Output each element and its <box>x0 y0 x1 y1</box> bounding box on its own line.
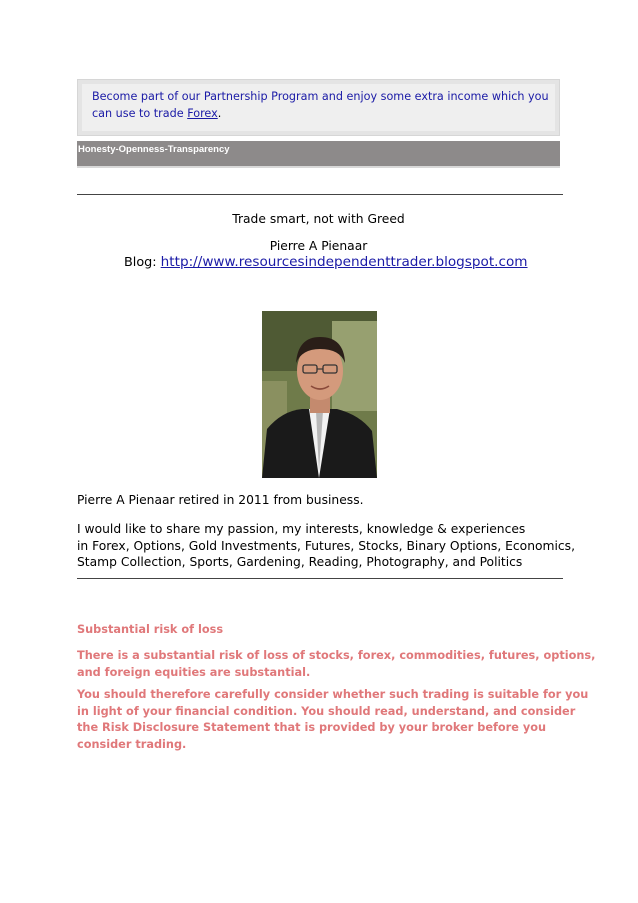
risk-heading: Substantial risk of loss <box>77 623 224 636</box>
risk-line: and foreign equities are substantial. <box>77 665 311 679</box>
blog-link[interactable]: http://www.resourcesindependenttrader.blogspot.com <box>160 254 528 270</box>
author-portrait-image <box>262 311 377 478</box>
promo-text <box>92 88 552 122</box>
author-photo <box>262 311 377 478</box>
promo-text-before: Become part of our Partnership Program and enjoy some extra income which you can use to trade <box>92 90 549 120</box>
risk-line: in light of your financial condition. You should read, understand, and consider <box>77 704 576 718</box>
risk-line: the Risk Disclosure Statement that is provided by your broker before you <box>77 721 547 734</box>
divider-bottom <box>77 578 563 579</box>
motto-banner <box>77 141 560 168</box>
bio-line: in Forex, Options, Gold Investments, Futures, Stocks, Binary Options, Economics, <box>77 538 575 553</box>
risk-line: consider trading. <box>77 737 187 751</box>
blog-label: Blog: <box>124 255 161 270</box>
promo-inner-panel <box>82 84 555 131</box>
blog-line <box>124 254 528 271</box>
bio-line: Stamp Collection, Sports, Gardening, Reading, Photography, and Politics <box>77 555 523 569</box>
promo-text-after: . <box>217 107 222 120</box>
tagline: Trade smart, not with Greed <box>232 212 405 226</box>
bio-retired: Pierre A Pienaar retired in 2011 from business. <box>77 493 364 507</box>
divider-top <box>77 194 563 195</box>
risk-line: You should therefore carefully consider whether such trading is suitable for you <box>77 688 589 701</box>
partnership-promo-box <box>77 79 560 136</box>
forex-link[interactable]: Forex <box>187 107 218 120</box>
motto-text: Honesty-Openness-Transparency <box>78 144 230 155</box>
bio-line: I would like to share my passion, my interests, knowledge & experiences <box>77 522 526 536</box>
author-name: Pierre A Pienaar <box>269 239 368 253</box>
risk-line: There is a substantial risk of loss of stocks, forex, commodities, futures, options, <box>77 649 596 662</box>
